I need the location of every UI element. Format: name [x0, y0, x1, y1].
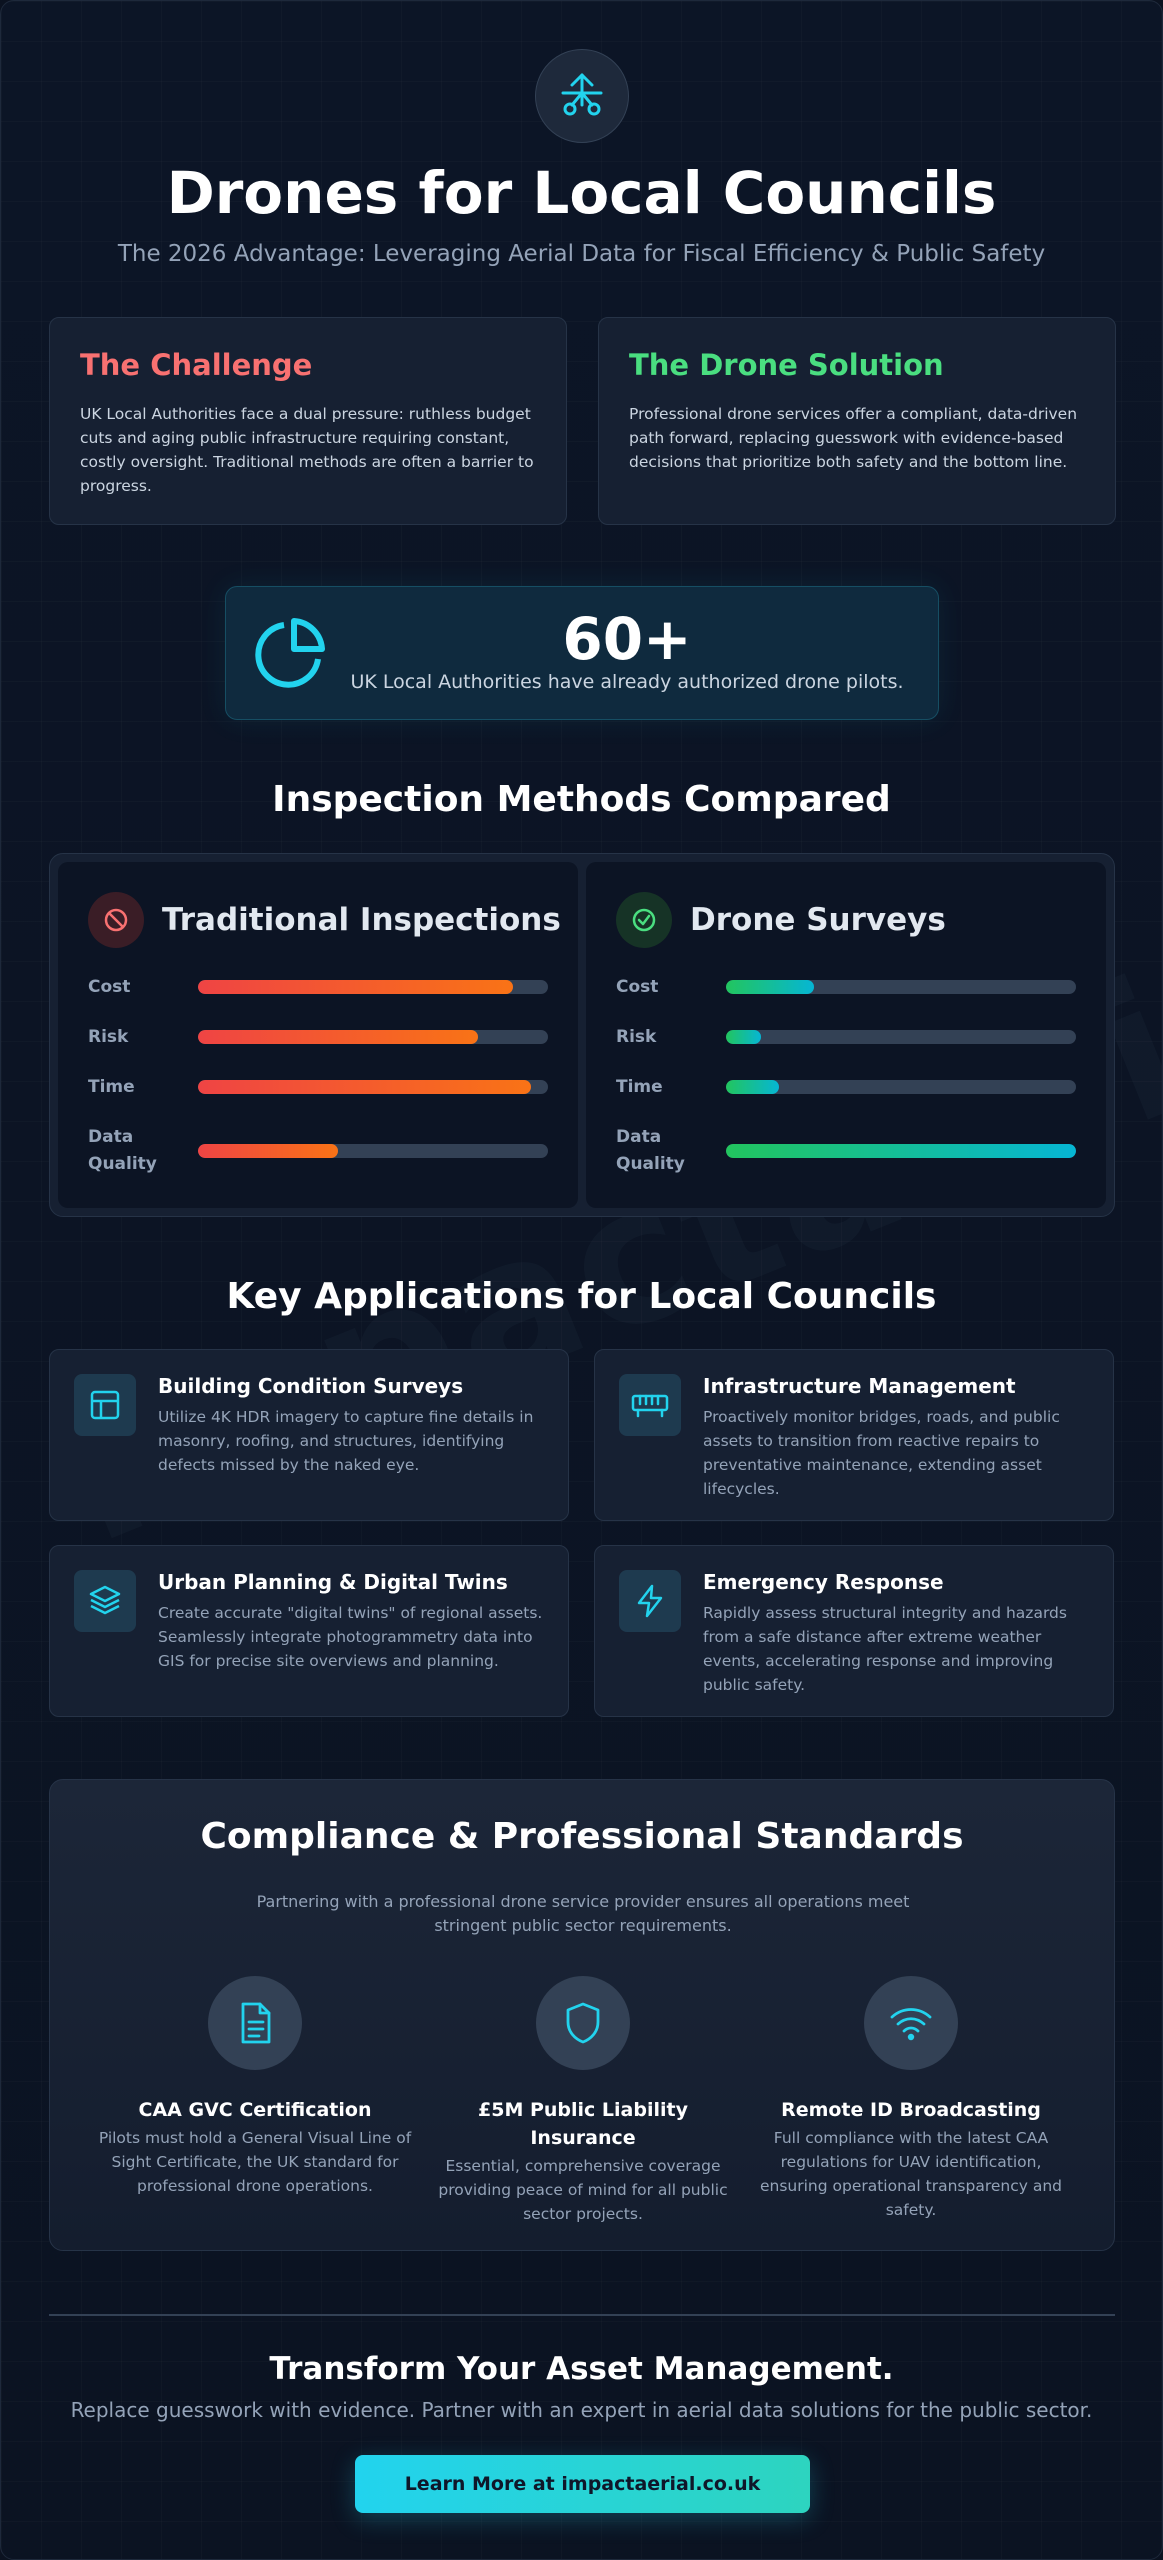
metric-label: Risk [616, 1027, 657, 1047]
metric-track [726, 1080, 1076, 1094]
compliance-item-title: £5M Public Liability Insurance [478, 2099, 688, 2149]
metric-track [726, 980, 1076, 994]
shield-icon [563, 2000, 603, 2046]
compliance-item-title: CAA GVC Certification [138, 2099, 372, 2121]
metric-label: Cost [616, 977, 659, 997]
traditional-panel [58, 862, 578, 1208]
metric-track [198, 1080, 548, 1094]
compliance-item-remote-id [751, 1976, 1071, 2222]
metric-bar [198, 1144, 338, 1158]
solution-text: Professional drone services offer a compliant, data-driven path forward, replacing guesswork with evidence-based decisions that prioritize both safety and the bottom line. [629, 405, 1078, 471]
solution-title: The Drone Solution [629, 348, 944, 382]
metric-track [198, 1144, 548, 1158]
comparison-title: Inspection Methods Compared [272, 779, 891, 820]
stat-banner [225, 586, 939, 720]
metric-label: Data Quality [616, 1127, 685, 1174]
metric-track [198, 980, 548, 994]
compliance-item-text: Essential, comprehensive coverage providing peace of mind for all public sector projects. [438, 2157, 728, 2223]
challenge-text: UK Local Authorities face a dual pressure: ruthless budget cuts and aging public infrastructure requiring constant, costly oversight. Traditional methods are often a barrier to progress. [80, 405, 534, 495]
wifi-icon [888, 2003, 934, 2043]
application-title: Building Condition Surveys [158, 1374, 464, 1398]
application-text: Utilize 4K HDR imagery to capture fine details in masonry, roofing, and structures, identifying defects missed by the naked eye. [158, 1408, 534, 1474]
comparison-panel [49, 853, 1115, 1217]
bridge-icon [630, 1388, 670, 1422]
challenge-card [49, 317, 567, 525]
application-title: Emergency Response [703, 1570, 944, 1594]
drone-panel [586, 862, 1106, 1208]
metric-bar [726, 1080, 779, 1094]
metric-label: Risk [88, 1027, 129, 1047]
footer-subtitle: Replace guesswork with evidence. Partner with an expert in aerial data solutions for the public sector. [70, 2398, 1093, 2422]
metric-label: Time [88, 1077, 135, 1097]
traditional-badge [88, 892, 144, 948]
metric-bar [726, 980, 814, 994]
compliance-item-text: Full compliance with the latest CAA regulations for UAV identification, ensuring operational transparency and safety. [759, 2129, 1063, 2219]
compliance-intro: Partnering with a professional drone service provider ensures all operations meet stringent public sector requirements. [256, 1892, 910, 1935]
traditional-title: Traditional Inspections [162, 902, 561, 938]
metric-bar [726, 1030, 761, 1044]
application-card-building [49, 1349, 569, 1521]
logo-badge [535, 49, 629, 143]
application-title: Urban Planning & Digital Twins [158, 1570, 508, 1594]
layers-icon [87, 1583, 123, 1619]
application-text: Proactively monitor bridges, roads, and public assets to transition from reactive repairs to preventative maintenance, extending asset lifecycles. [703, 1408, 1060, 1498]
metric-bar [198, 980, 513, 994]
compliance-item-title: Remote ID Broadcasting [781, 2099, 1041, 2121]
footer-title: Transform Your Asset Management. [269, 2351, 894, 2387]
drone-icon [555, 69, 609, 123]
applications-title: Key Applications for Local Councils [226, 1276, 937, 1317]
metric-label: Data Quality [88, 1127, 157, 1174]
stat-text: UK Local Authorities have already authorized drone pilots. [350, 671, 904, 693]
compliance-item-insurance [423, 1976, 743, 2226]
compliance-title: Compliance & Professional Standards [200, 1816, 964, 1857]
metric-track [726, 1030, 1076, 1044]
application-card-infrastructure [594, 1349, 1114, 1521]
application-text: Create accurate "digital twins" of regional assets. Seamlessly integrate photogrammetry data into GIS for precise site overviews and planning. [158, 1604, 543, 1670]
lightning-icon [633, 1583, 667, 1619]
challenge-title: The Challenge [80, 348, 313, 382]
application-card-emergency [594, 1545, 1114, 1717]
document-icon [235, 2000, 275, 2046]
metric-track [198, 1030, 548, 1044]
stat-number: 60+ [562, 605, 692, 673]
metric-label: Time [616, 1077, 663, 1097]
metric-label: Cost [88, 977, 131, 997]
metric-track [726, 1144, 1076, 1158]
metric-bar [198, 1030, 478, 1044]
ban-icon [102, 906, 130, 934]
metric-bar [198, 1080, 531, 1094]
check-circle-icon [630, 906, 658, 934]
layout-icon [88, 1388, 122, 1422]
application-text: Rapidly assess structural integrity and hazards from a safe distance after extreme weather events, accelerating response and improving public safety. [703, 1604, 1067, 1694]
drone-title: Drone Surveys [690, 902, 946, 938]
application-title: Infrastructure Management [703, 1374, 1016, 1398]
drone-badge [616, 892, 672, 948]
compliance-panel [49, 1779, 1115, 2251]
metric-bar [726, 1144, 1076, 1158]
compliance-item-certification [95, 1976, 415, 2198]
page-subtitle: The 2026 Advantage: Leveraging Aerial Data for Fiscal Efficiency & Public Safety [117, 241, 1046, 267]
application-card-urban-planning [49, 1545, 569, 1717]
compliance-item-text: Pilots must hold a General Visual Line of Sight Certificate, the UK standard for professional drone operations. [98, 2129, 412, 2195]
footer-divider [49, 2314, 1115, 2316]
solution-card [598, 317, 1116, 525]
learn-more-button[interactable]: Learn More at impactaerial.co.uk [355, 2455, 810, 2513]
page-title: Drones for Local Councils [166, 159, 997, 227]
